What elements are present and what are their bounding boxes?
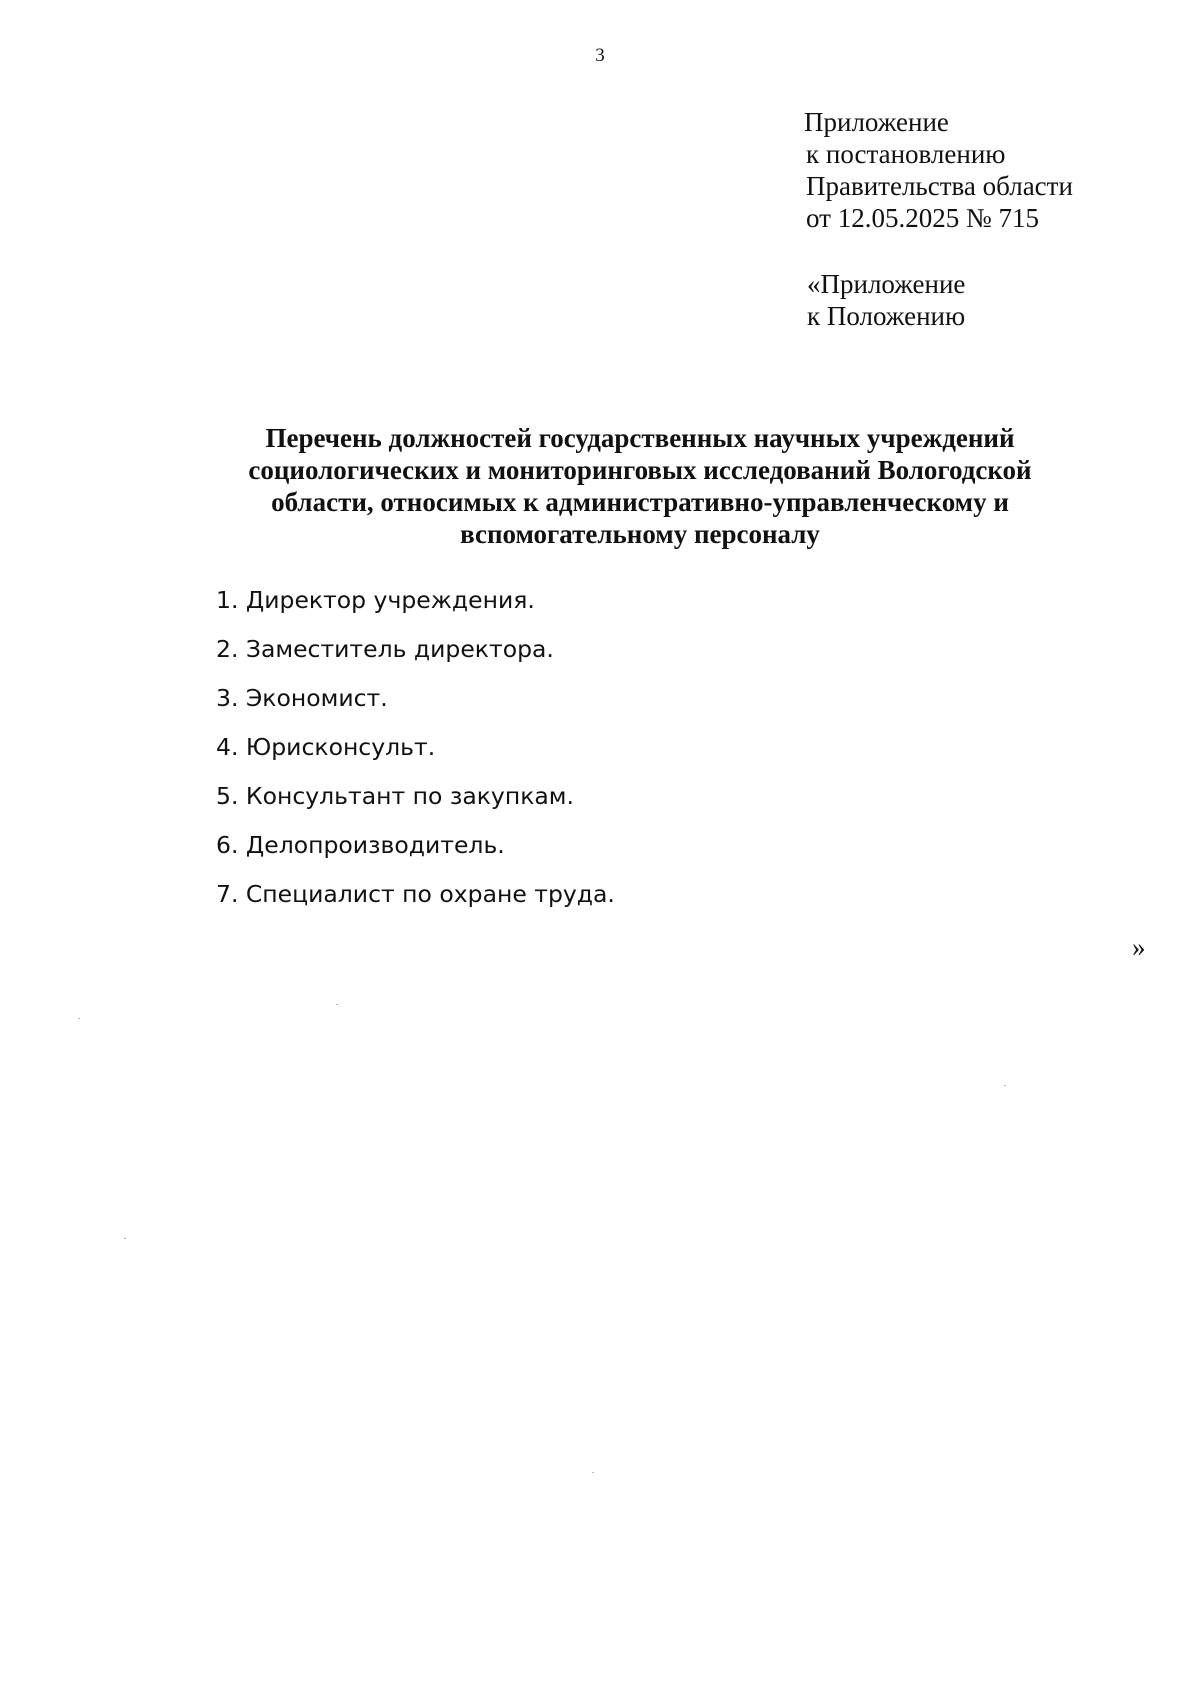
regulation-appendix-title: «Приложение [807, 269, 966, 299]
scan-speck [124, 1238, 126, 1239]
position-item: 5. Консультант по закупкам. [216, 782, 574, 810]
position-item: 6. Делопроизводитель. [216, 831, 505, 859]
document-title-line: области, относимых к административно-управленческому и [271, 487, 1009, 517]
document-title [170, 422, 1110, 550]
regulation-appendix-ref: к Положению [807, 301, 966, 331]
appendix-resolution-ref: к постановлению [806, 139, 1006, 169]
position-item: 3. Экономист. [216, 684, 388, 712]
document-title-line: Перечень должностей государственных научных учреждений [265, 423, 1015, 453]
scan-speck [78, 1018, 80, 1019]
appendix-title: Приложение [804, 107, 949, 137]
document-title-line: социологических и мониторинговых исследований Вологодской [248, 455, 1032, 485]
scan-speck [336, 1004, 338, 1005]
scan-speck [592, 1472, 594, 1473]
appendix-date-number: от 12.05.2025 № 715 [806, 203, 1039, 233]
closing-quote: » [1132, 932, 1146, 962]
document-title-line: вспомогательному персоналу [460, 519, 820, 549]
position-item: 1. Директор учреждения. [216, 586, 535, 614]
position-item: 2. Заместитель директора. [216, 635, 554, 663]
appendix-government-ref: Правительства области [806, 171, 1073, 201]
page-number: 3 [595, 45, 605, 66]
position-item: 7. Специалист по охране труда. [216, 880, 615, 908]
position-item: 4. Юрисконсульт. [216, 733, 436, 761]
positions-list [216, 585, 615, 928]
appendix-header [806, 106, 1073, 234]
scan-speck [1004, 1085, 1006, 1086]
regulation-appendix-header [807, 268, 965, 332]
